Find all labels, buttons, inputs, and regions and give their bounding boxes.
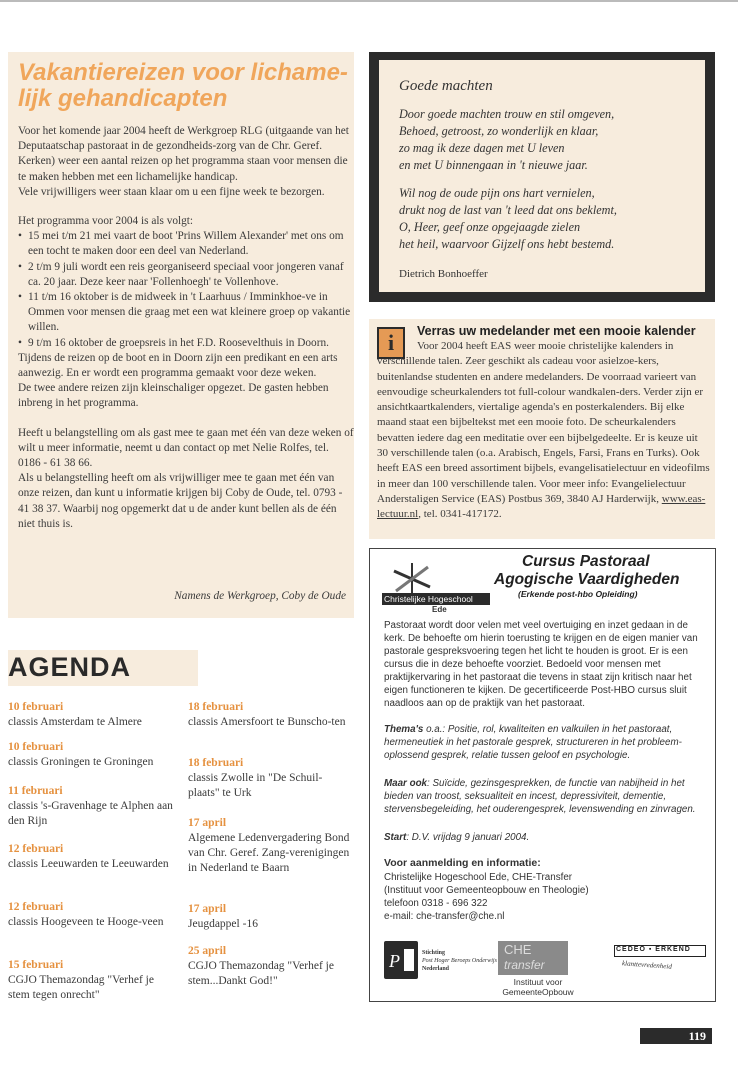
cursus-title-2: Agogische Vaardigheden	[494, 571, 680, 588]
che-logo-text-2: transfer	[504, 958, 545, 972]
phbo-logo-text	[422, 949, 497, 973]
contact-line: telefoon 0318 - 696 322	[384, 898, 488, 909]
poem-line: Wil nog de oude pijn ons hart vernielen,	[399, 186, 595, 200]
agenda-text: classis Groningen te Groningen	[8, 756, 154, 768]
windmill-logo-icon	[382, 557, 442, 597]
start-label: Start	[384, 832, 407, 843]
logo-ede: Ede	[432, 605, 447, 614]
phbo-logo-icon	[384, 941, 418, 979]
agenda-item	[8, 784, 178, 829]
poem-line: zo mag ik deze dagen met U leven	[399, 141, 565, 155]
info-icon-glyph: i	[387, 330, 395, 355]
article-para: De twee andere reizen zijn kleinschaliger opgezet. De gasten hebben inbreng in het programma.	[18, 382, 329, 410]
phbo-line: Post Hoger Beroeps Onderwijs	[422, 958, 497, 964]
poem-line: Behoed, getroost, zo wonderlijk en klaar,	[399, 124, 599, 138]
poem-line: het heil, waarvoor Gijzelf ons hebt bestemd.	[399, 237, 615, 251]
program-intro: Het programma voor 2004 is als volgt:	[18, 215, 194, 228]
agenda-text: classis Amersfoort te Bunscho-ten	[188, 716, 346, 728]
erkend-text: ERKEND	[655, 946, 691, 953]
poem-line: en met U binnengaan in 't nieuwe jaar.	[399, 158, 588, 172]
themes-label: Thema's	[384, 724, 424, 735]
che-logo-text: CHE	[504, 942, 532, 957]
agenda-item	[188, 816, 352, 876]
agenda-date: 11 februari	[8, 785, 63, 797]
article-signature: Namens de Werkgroep, Coby de Oude	[174, 590, 346, 602]
poem-line: O, Heer, geef onze opgejaagde zielen	[399, 220, 581, 234]
phbo-line: Stichting	[422, 950, 446, 956]
start-text: : D.V. vrijdag 9 januari 2004.	[406, 832, 530, 843]
poem-panel	[379, 60, 705, 292]
poem-text	[399, 106, 699, 264]
contact-info	[384, 871, 706, 923]
contact-email[interactable]: e-mail: che-transfer@che.nl	[384, 911, 505, 922]
article-title: Verras uw medelander met een mooie kalender	[417, 324, 696, 338]
also-text: : Suïcide, gezinsgesprekken, de functie van nabijheid in het bieden van troost, seksualiteit en incest, depressiviteit, dementie, stervensbegeleiding, het ouderengesprek, levenswending en zinvragen.	[384, 778, 696, 815]
caption-line: Instituut voor	[513, 977, 563, 987]
top-rule	[0, 0, 738, 2]
agenda-date: 17 april	[188, 817, 227, 829]
article-kalender	[369, 319, 715, 539]
article-intro: Voor het komende jaar 2004 heeft de Werkgroep RLG (uitgaande van het Deputaatschap pastoraat in de gezondheids-zorg van de Chr. Geref. Kerken) weer een aantal reizen op het programma staan voor mensen die te maken hebben met een lichamelijke handicap.	[18, 125, 349, 183]
agenda-text: CGJO Themazondag "Verhef je stem tegen onrecht"	[8, 974, 154, 1001]
article-text: Voor 2004 heeft EAS weer mooie christelijke kalenders in verschillende talen. Zeer geschikt als cadeau voor asielzoe-kers, buitenlandse studenten en andere medelanders. De voorraad varieert van eenvoudige scheurkalenders tot full-colour wandkalen-ders. Verder zijn er ansichtkaartkalenders, viertalige agenda's en posterkalenders. Bij elke maand staat een bijbeltekst met een mooie foto. De scheurkalenders bevatten iedere dag een meditatie over een bijbelgedeelte. Er is keuze uit 30 verschillende talen (o.a. Arabisch, Engels, Farsi, Frans en Turks). Ook heeft EAS een breed assortiment bijbels, evangelisatielectuur en videofilms in meer dan 100 verschillende talen. Voor meer info: Evangelielectuur Anderstaligen Service (EAS) Postbus 369, 3840 AJ Harderwijk,	[377, 340, 710, 505]
poem-box	[369, 52, 715, 302]
page-number: 119	[688, 1029, 706, 1043]
svg-text:P: P	[389, 951, 400, 971]
contact-label: Voor aanmelding en informatie:	[384, 857, 541, 869]
agenda-date: 12 februari	[8, 901, 64, 913]
agenda-item	[8, 842, 178, 872]
program-item: • 11 t/m 16 oktober is de midweek in 't Laarhuus / Imminkhoe-ve in Ommen voor mensen die graag met een wat kleinere groep op vakantie willen.	[18, 290, 354, 336]
agenda-item	[8, 740, 178, 770]
agenda-item	[188, 756, 352, 801]
agenda-text: CGJO Themazondag "Verhef je stem...Dankt God!"	[188, 960, 334, 987]
article-title: Vakantiereizen voor lichame-lijk gehandicapten	[18, 59, 348, 112]
cursus-intro: Pastoraat wordt door velen met veel overtuiging en inzet gedaan in de kerk. De behoefte om hierin toerusting te krijgen en de eigen manier van pastorale gespreksvoering tegen het licht te houden is groot. Er is een cursus die in deze behoefte voorziet. Bedoeld voor mensen met praktijkervaring in het pastoraat die tevens in staat zijn kritisch naar het eigen functioneren te kijken. De gecertificeerde Post-HBO cursus sluit naadloos aan op de praktijk van het pastoraat.	[384, 620, 698, 709]
poem-title: Goede machten	[399, 78, 493, 94]
article-phone: , tel. 0341-417172.	[418, 508, 502, 521]
klant-text: klanttevredenheid	[621, 959, 673, 971]
themes-text: o.a.: Positie, rol, kwaliteiten en valkuilen in het pastoraat, hermeneutiek in het pastorale gesprek, structureren in het probleem-oplossend gesprek, relatie tussen geloof en psychologie.	[384, 724, 682, 761]
agenda-item	[8, 958, 178, 1003]
agenda-date: 15 februari	[8, 959, 64, 971]
article-para: Als u belangstelling heeft om als vrijwilliger mee te gaan met één van onze reizen, dan kunt u informatie krijgen bij Coby de Oude, tel. 0793 - 41 38 37. Waarbij nog opgemerkt dat u de ander kunt bellen als de één niet thuis is.	[18, 472, 343, 530]
poem-author: Dietrich Bonhoeffer	[399, 268, 488, 280]
article-para: Tijdens de reizen op de boot en in Doorn zijn een predikant en een arts aanwezig. En er wordt een programma gemaakt voor deze weken.	[18, 351, 338, 380]
phbo-line: Nederland	[422, 966, 449, 972]
agenda-date: 10 februari	[8, 741, 64, 753]
article-volunteers: Vele vrijwilligers weer staan klaar om u een fijne week te bezorgen.	[18, 185, 325, 198]
che-logo-caption	[488, 977, 588, 997]
poem-line: drukt nog de last van 't leed dat ons beklemt,	[399, 203, 617, 217]
agenda-text: Algemene Ledenvergadering Bond van Chr. Geref. Zang-verenigingen in Nederland te Baarn	[188, 832, 350, 874]
article-vakantiereizen	[8, 52, 354, 618]
program-list	[18, 229, 354, 351]
phbo-mark-icon	[384, 941, 418, 979]
agenda-item	[188, 902, 352, 932]
agenda-text: Jeugdappel -16	[188, 918, 258, 930]
agenda-date: 18 februari	[188, 757, 244, 769]
poem-line: Door goede machten trouw en stil omgeven,	[399, 107, 615, 121]
cedeo-logo-text: CEDEO ▪ ERKEND	[616, 946, 691, 953]
cursus-advertisement	[369, 548, 716, 1002]
logo-text: Christelijke Hogeschool	[384, 594, 473, 604]
agenda-text: classis Amsterdam te Almere	[8, 716, 142, 728]
poem-stanza	[399, 185, 699, 253]
article-body	[18, 124, 354, 532]
also-label: Maar ook	[384, 778, 428, 789]
agenda-date: 25 april	[188, 945, 227, 957]
cursus-subtitle: (Erkende post-hbo Opleiding)	[518, 589, 638, 599]
agenda-text: classis 's-Gravenhage te Alphen aan den Rijn	[8, 800, 173, 827]
contact-line: (Instituut voor Gemeenteopbouw en Theologie)	[384, 885, 589, 896]
cursus-title: Cursus Pastoraal	[522, 553, 650, 570]
page-number-bar	[640, 1028, 712, 1044]
agenda-text: classis Hoogeveen te Hooge-veen	[8, 916, 164, 928]
program-item: • 2 t/m 9 juli wordt een reis georganiseerd speciaal voor jongeren vanaf ca. 20 jaar. Deze keer naar 'Follenhoegh' te Vollenhove.	[18, 260, 354, 290]
program-item: • 9 t/m 16 oktober de groepsreis in het F.D. Roosevelthuis in Doorn.	[18, 336, 354, 351]
cedeo-text: CEDEO	[616, 946, 646, 953]
article-body	[377, 339, 711, 523]
agenda-title: AGENDA	[8, 652, 132, 682]
agenda-date: 12 februari	[8, 843, 64, 855]
agenda-header	[8, 650, 198, 686]
agenda-item	[188, 944, 352, 989]
agenda-date: 18 februari	[188, 701, 244, 713]
cursus-start	[384, 831, 706, 844]
contact-line: Christelijke Hogeschool Ede, CHE-Transfer	[384, 872, 573, 883]
agenda-date: 10 februari	[8, 701, 64, 713]
cursus-also	[384, 777, 706, 816]
website-link[interactable]: www.eas-lectuur.nl	[377, 492, 706, 521]
caption-line: GemeenteOpbouw	[502, 987, 574, 997]
cursus-themes	[384, 723, 706, 762]
article-para: Heeft u belangstelling om als gast mee te gaan met één van deze weken of wilt u meer informatie, neemt u dan contact op met Nelie Rolfes, tel. 0186 - 61 38 66.	[18, 426, 354, 470]
agenda-text: classis Leeuwarden te Leeuwarden	[8, 858, 169, 870]
agenda-date: 17 april	[188, 903, 227, 915]
program-item: • 15 mei t/m 21 mei vaart de boot 'Prins Willem Alexander' met ons om een tocht te maken door een deel van Nederland.	[18, 229, 354, 259]
agenda-text: classis Zwolle in "De Schuil-plaats" te Urk	[188, 772, 323, 799]
poem-stanza	[399, 106, 699, 174]
agenda-item	[188, 700, 352, 730]
agenda-item	[8, 900, 178, 930]
agenda-item	[8, 700, 178, 730]
